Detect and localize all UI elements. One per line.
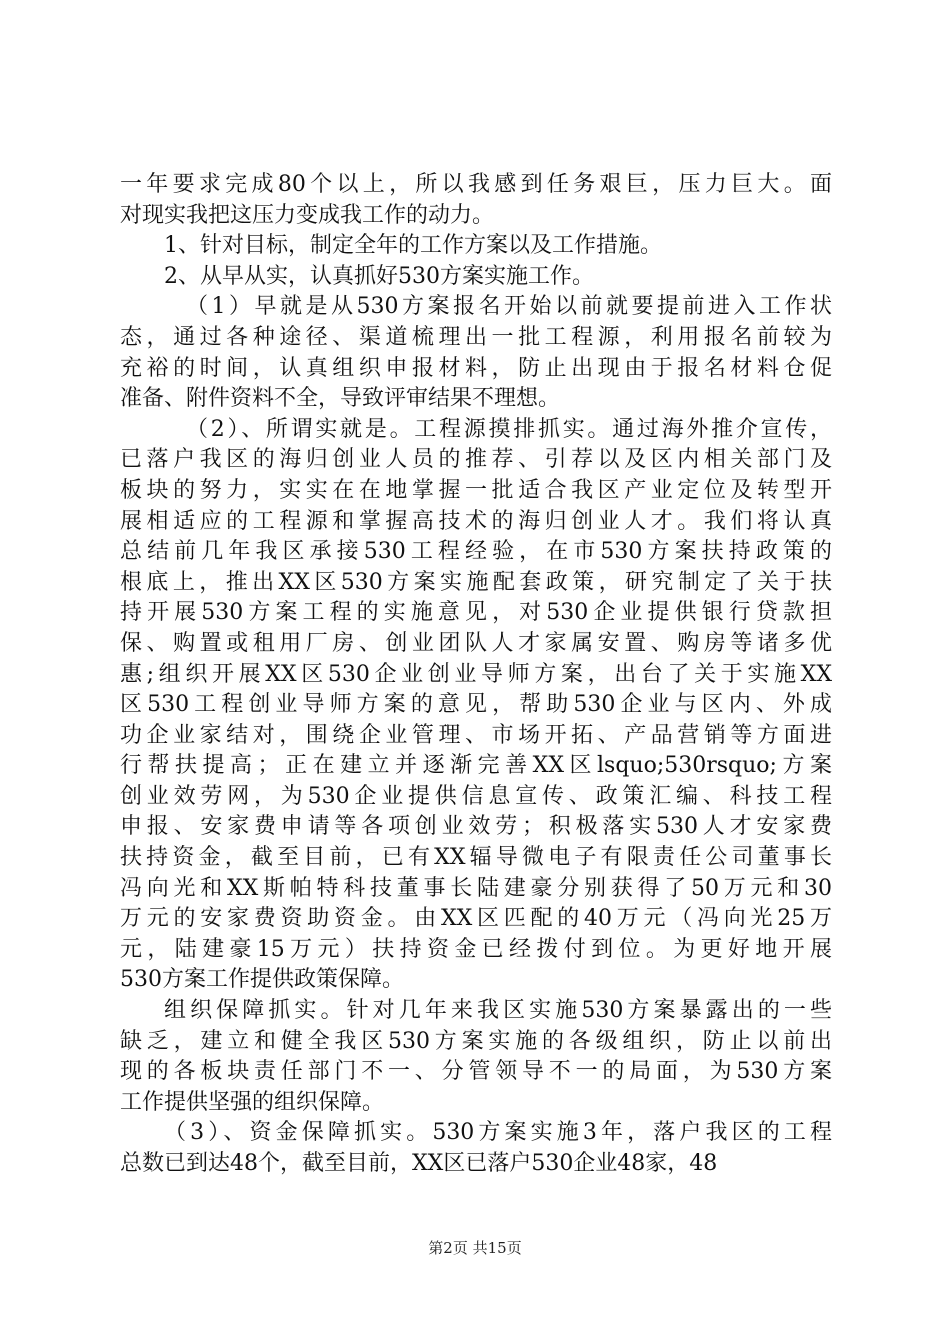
text-line: 一年要求完成80个以上，所以我感到任务艰巨，压力巨大。面 (120, 172, 832, 197)
text-line: 万元的安家费资助资金。由XX区匹配的40万元（冯向光25万 (120, 906, 832, 932)
document-body (120, 170, 832, 1180)
text-line: 充裕的时间，认真组织申报材料，防止出现由于报名材料仓促 (120, 355, 832, 381)
text-line: 1、针对目标，制定全年的工作方案以及工作措施。 (164, 233, 662, 259)
paragraph (120, 231, 832, 262)
text-line: 持开展530方案工程的实施意见，对530企业提供银行贷款担 (120, 600, 832, 626)
text-line: 申报、安家费申请等各项创业效劳；积极落实530人才安家费 (120, 814, 832, 840)
text-line: 区530工程创业导师方案的意见，帮助530企业与区内、外成 (120, 692, 832, 718)
paragraph (120, 996, 832, 1118)
text-line: 现的各板块责任部门不一、分管领导不一的局面，为530方案 (120, 1059, 832, 1085)
text-line: 总数已到达48个，截至目前，XX区已落户530企业48家，48 (120, 1151, 718, 1176)
text-line: 准备、附件资料不全，导致评审结果不理想。 (120, 386, 561, 412)
paragraph (120, 415, 832, 996)
text-line: （1）早就是从530方案报名开始以前就要提前进入工作状 (186, 294, 832, 320)
text-line: 态，通过各种途径、渠道梳理出一批工程源，利用报名前较为 (120, 324, 832, 350)
text-line: 惠;组织开展XX区530企业创业导师方案，出台了关于实施XX (120, 661, 832, 687)
paragraph (120, 1118, 832, 1179)
text-line: 530方案工作提供政策保障。 (120, 967, 404, 993)
text-line: 保、购置或租用厂房、创业团队人才家属安置、购房等诸多优 (120, 630, 832, 656)
text-line: 行帮扶提高；正在建立并逐渐完善XX区lsquo;530rsquo;方案 (120, 753, 832, 779)
text-line: 工作提供坚强的组织保障。 (120, 1089, 385, 1115)
text-line: 板块的努力，实实在在地掌握一批适合我区产业定位及转型开 (120, 477, 832, 503)
text-line: 已落户我区的海归创业人员的推荐、引荐以及区内相关部门及 (120, 447, 832, 473)
text-line: 冯向光和XX斯帕特科技董事长陆建豪分别获得了50万元和30 (120, 875, 832, 901)
paragraph (120, 292, 832, 414)
text-line: 功企业家结对，围绕企业管理、市场开拓、产品营销等方面进 (120, 722, 832, 748)
text-line: 根底上，推出XX区530方案实施配套政策，研究制定了关于扶 (120, 569, 832, 595)
text-line: 组织保障抓实。针对几年来我区实施530方案暴露出的一些 (164, 998, 832, 1024)
text-line: 创业效劳网，为530企业提供信息宣传、政策汇编、科技工程 (120, 783, 832, 809)
paragraph (120, 170, 832, 231)
text-line: （2）、所谓实就是。工程源摸排抓实。通过海外推介宣传， (186, 416, 832, 442)
text-line: （3）、资金保障抓实。530方案实施3年，落户我区的工程 (164, 1120, 832, 1146)
text-line: 2、从早从实，认真抓好530方案实施工作。 (164, 263, 594, 289)
text-line: 对现实我把这压力变成我工作的动力。 (120, 202, 495, 228)
paragraph (120, 262, 832, 293)
text-line: 总结前几年我区承接530工程经验，在市530方案扶持政策的 (120, 539, 832, 565)
text-line: 缺乏，建立和健全我区530方案实施的各级组织，防止以前出 (120, 1028, 832, 1054)
page-footer: 第2页 共15页 (428, 1239, 522, 1257)
text-line: 展相适应的工程源和掌握高技术的海归创业人才。我们将认真 (120, 508, 832, 534)
text-line: 扶持资金，截至目前，已有XX辐导微电子有限责任公司董事长 (120, 845, 832, 871)
text-line: 元，陆建豪15万元）扶持资金已经拨付到位。为更好地开展 (120, 936, 832, 962)
